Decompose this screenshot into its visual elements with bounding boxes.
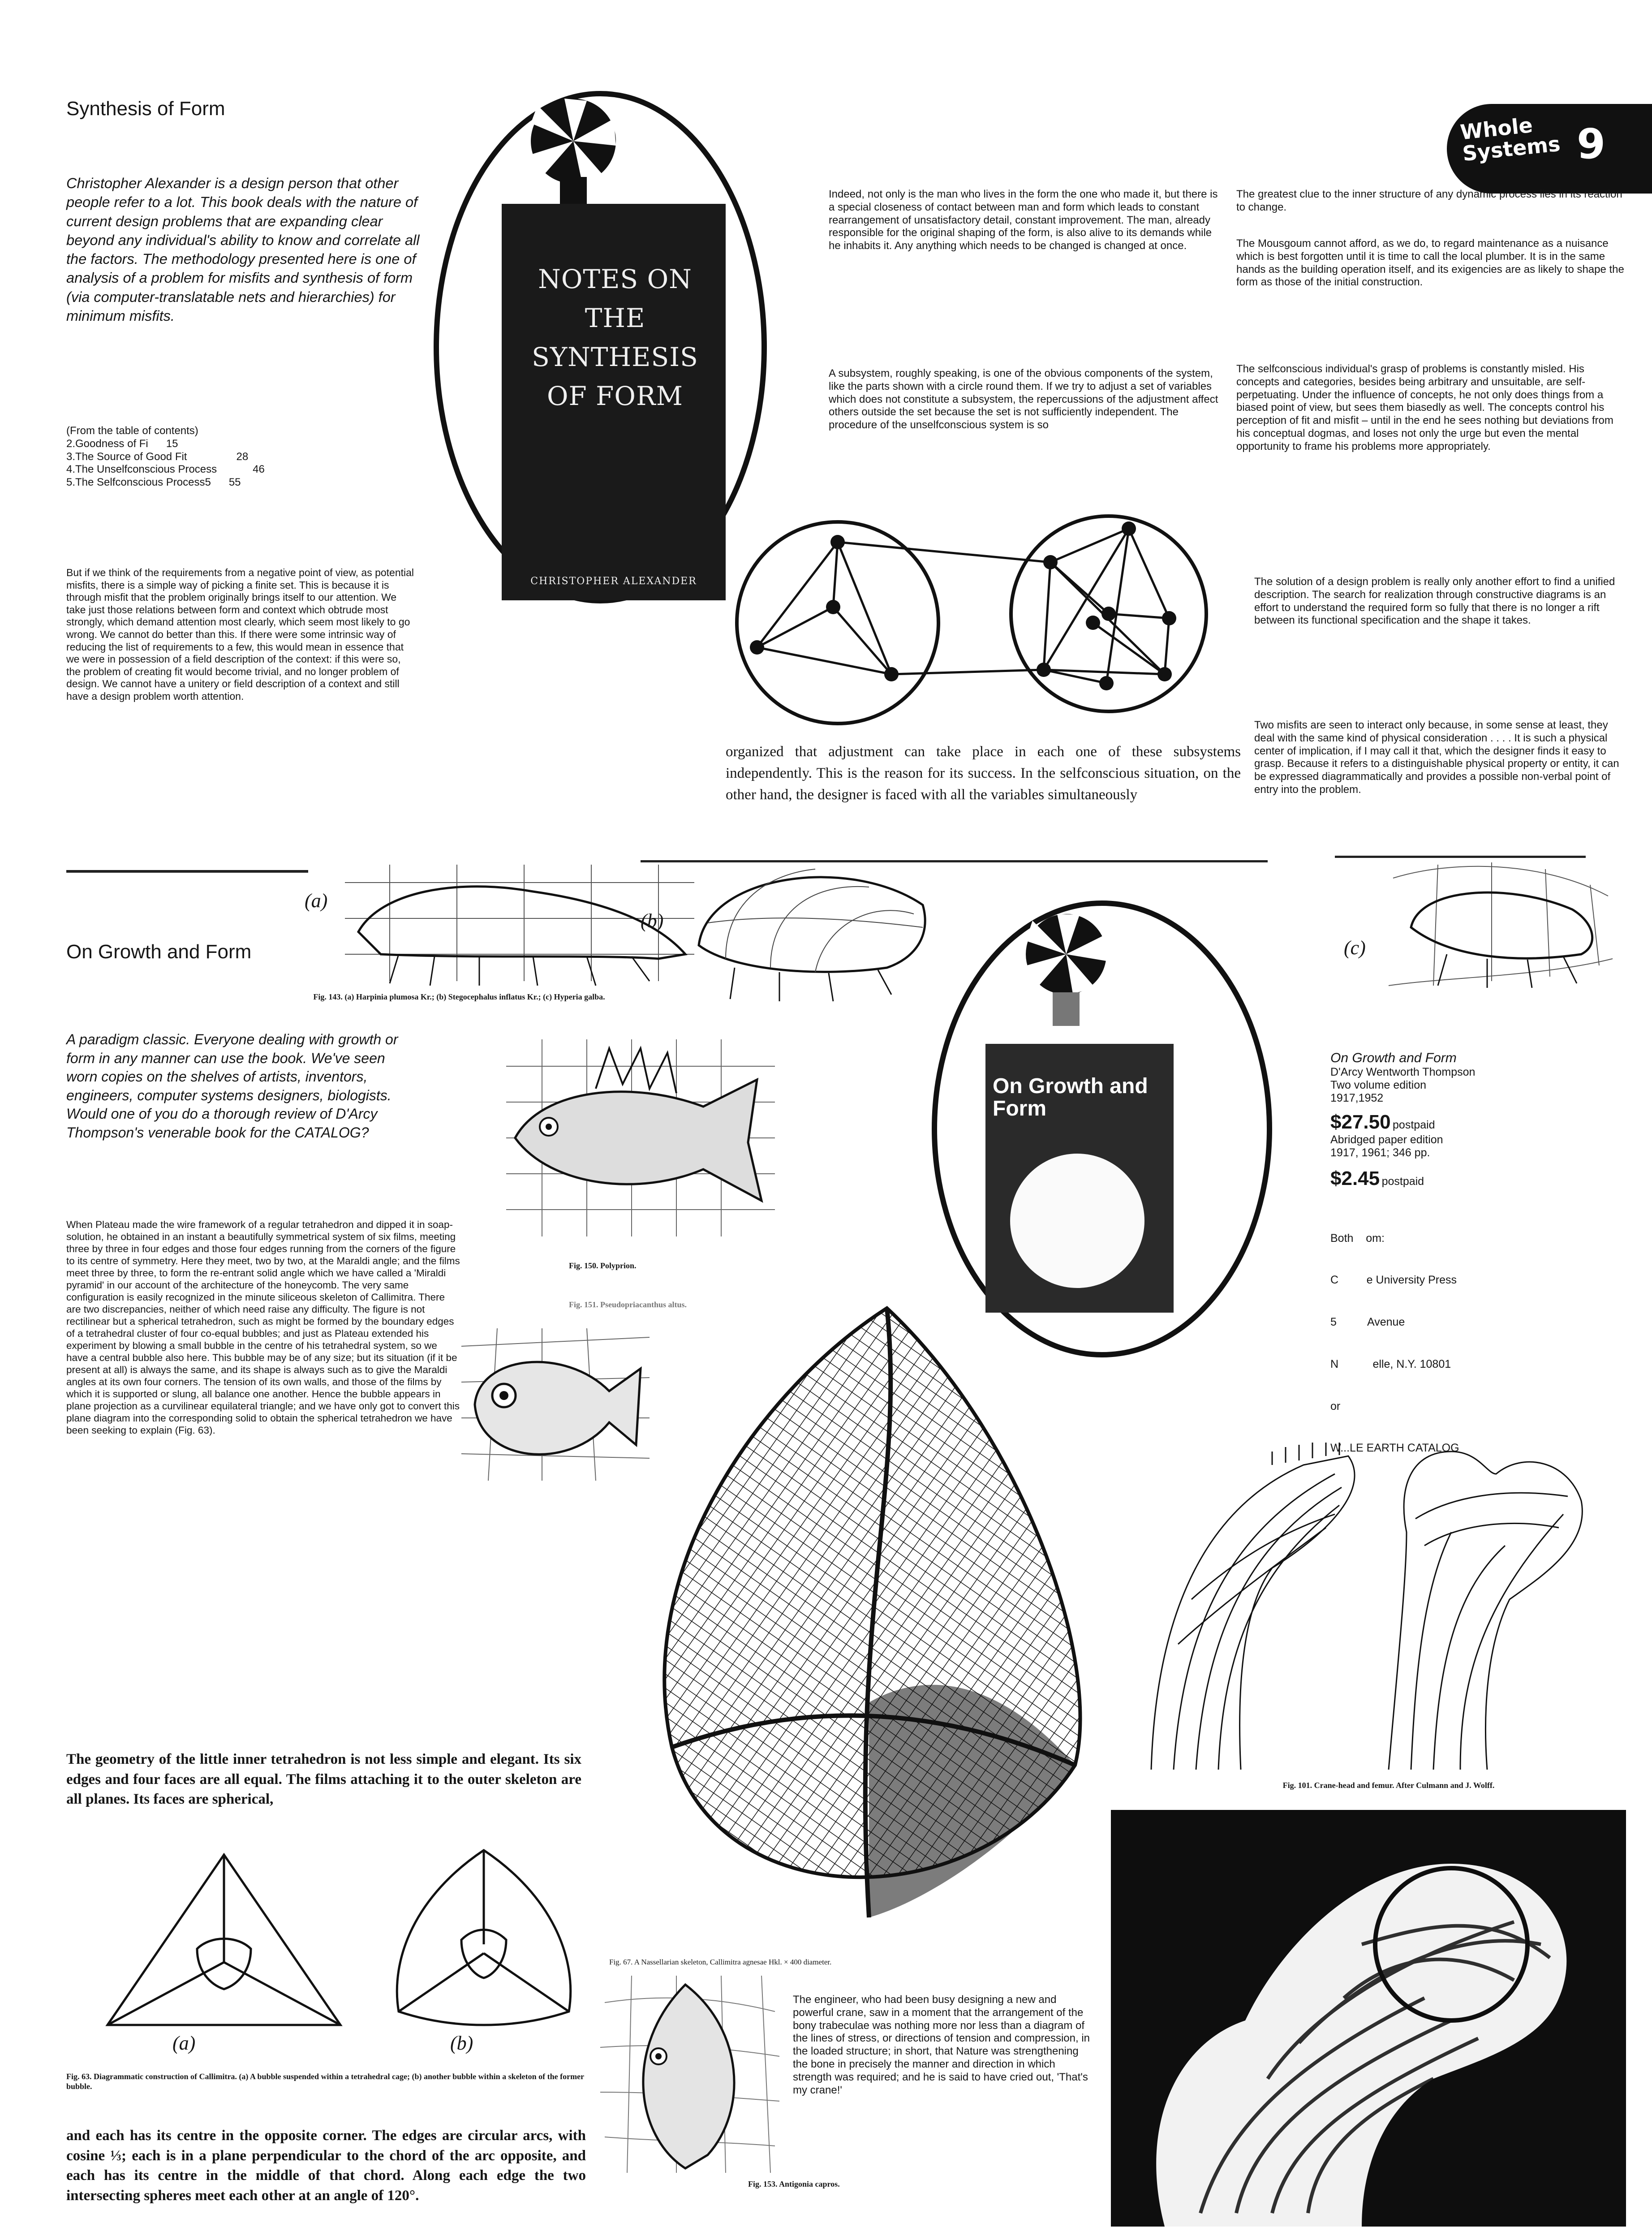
synthesis-col-mid-2: A subsystem, roughly speaking, is one of the obvious components of the system, like the parts shown with a circle round them. If we try to adjust a set of variables which does not constitute a subsystem, the repercussions of the adjustment affect others outside the set because the set is not sufficiently independent. The procedure of the unselfconscious system is so	[829, 367, 1218, 431]
book-cover-circle	[1010, 1154, 1144, 1288]
order-from: Both om:	[1330, 1232, 1385, 1245]
toc-item: 5.The Selfconscious Process5 55	[66, 476, 241, 489]
synthesis-heading: Synthesis of Form	[66, 98, 225, 120]
synthesis-body-left: But if we think of the requirements from a negative point of view, as potential misfits, there is a simple way of picking a finite set. This is because it is through misfit that the problem originally brings itself to our attention. We take just those relations between form and context which obtrude most strongly, which demand attention most clearly, which seem most likely to go wrong. We cannot do better than this. If there were some intrinsic way of reducing the list of requirements to a few, this would mean in essence that we were in possession of a field description of the context: if this were so, the problem of creating fit would become trivial, and no longer problem of design. We cannot have a unitery or field description of a context and still have a design problem worth attention.	[66, 567, 414, 702]
synthesis-col-right-3: The selfconscious individual's grasp of problems is constantly misled. His concepts and categories, besides being arbitrary and unsuitable, are self-perpetuating. Under the influence of concepts, he not only does things from a biased point of view, but sees them biasedly as well. The concepts control his perception of fit and misfit – until in the end he sees nothing but deviations from his conceptual dogmas, and loses not only the urge but even the mental opportunity to frame his problems more appropriately.	[1236, 363, 1613, 452]
synthesis-col-mid-1: Indeed, not only is the man who lives in the form the one who made it, but there is a special closeness of contact between man and form which leads to constant rearrangement of unsatisfactory detail, constant improvement. The man, already responsible for the original shaping of the form, is also alive to its demands while he inhabits it. Any anything which needs to be changed is changed at once.	[829, 188, 1218, 252]
price-secondary-label: postpaid	[1381, 1175, 1424, 1188]
synthesis-book-cover	[502, 204, 726, 600]
fig101-caption: Fig. 101. Crane-head and femur. After Culmann and J. Wolff.	[1282, 1781, 1495, 1790]
callimitra-diagram-a	[90, 1846, 358, 2034]
fig63-label-b: (b)	[450, 2032, 473, 2054]
book-author: CHRISTOPHER ALEXANDER	[530, 576, 697, 587]
amphipod-c-drawing	[1384, 860, 1617, 995]
fig143-label-a: (a)	[305, 890, 328, 912]
pinwheel-icon	[524, 96, 623, 204]
synthesis-intro: Christopher Alexander is a design person that other people refer to a lot. This book deals with the nature of current design problems that are expanding clear beyond any individual's ability to know and correlate all the factors. The methodology presented here is one of analysis of a problem for misfits and synthesis of form (via computer-translatable nets and hierarchies) for minimum misfits.	[66, 175, 420, 324]
amphipod-b-drawing	[681, 856, 941, 1004]
section-divider	[1335, 856, 1586, 858]
fig67-caption: Fig. 67. A Nassellarian skeleton, Callimitra agnesae Hkl. × 400 diameter.	[609, 1958, 832, 1966]
callimitra-diagram-b	[381, 1841, 587, 2034]
price-primary-label: postpaid	[1393, 1119, 1435, 1131]
growth-serif-2: and each has its centre in the opposite corner. The edges are circular arcs, with cosine ⅓; each is in a plane perpendicular to the chord of the arc opposite, and each has its centre in the middle of that chord. Along each edge the two intersecting spheres meet each other at an angle of 120°.	[66, 2128, 586, 2204]
toc-heading: (From the table of contents)	[66, 425, 198, 437]
subsystem-diagram	[735, 513, 1241, 732]
book-title: NOTES ON THE SYNTHESIS OF FORM	[532, 264, 698, 411]
order-years: 1917,1952	[1330, 1092, 1384, 1104]
section-badge-title: Whole Systems	[1459, 112, 1562, 166]
order-city: N elle, N.Y. 10801	[1330, 1357, 1451, 1370]
order-or: or	[1330, 1400, 1341, 1413]
order-catalog: W...LE EARTH CATALOG	[1330, 1442, 1459, 1455]
fig143-label-c: (c)	[1344, 937, 1366, 959]
toc-block	[66, 425, 380, 489]
growth-body: When Plateau made the wire framework of a regular tetrahedron and dipped it in soap-solution, he obtained in an instant a beautifully symmetrical system of six films, meeting three by three in four edges and those four edges running from the corners of the figure to its centre of symmetry. Here they meet, two by two, at the Maraldi angle; and the films meet three by three, to form the re-entrant solid angle which we have called a 'Miraldi pyramid' in our account of the architecture of the honeycomb. The very same configuration is easily recognized in the minute siliceous skeleton of Callimitra. There are two discrepancies, neither of which need raise any difficulty. The figure is not rectilinear but a spherical tetrahedron, such as might be formed by the boundary edges of a tetrahedral cluster of four co-equal bubbles; and just as Plateau extended his experiment by blowing a small bubble in the centre of his tetrahedral system, so we have a central bubble also here. This bubble may be of any size; but its situation (if it be present at all) is always the same, and its shape is always such as to give the Maraldi angles at its own four corners. The tension of its own walls, and those of the films by which it is supported or slung, all balance one another. Hence the bubble appears in plane projection as a curvilinear equilateral triangle; and we have only got to convert this plane diagram into the corresponding solid to obtain the spherical tetrahedron we have been seeking to explain (Fig. 63).	[66, 1219, 460, 1436]
femur-xray-photo	[1111, 1810, 1626, 2227]
fig150-caption: Fig. 150. Polyprion.	[569, 1261, 637, 1270]
order-edition: Two volume edition	[1330, 1079, 1427, 1091]
synthesis-col-right-5: Two misfits are seen to interact only because, in some sense at least, they deal with the same kind of physical consideration . . . . It is such a physical center of implication, if I may call it that, which the designer finds it easy to grasp. Because it refers to a distinguishable physical property or entity, it can be expressed diagrammatically and provides a possible non-verbal point of entry into the problem.	[1254, 719, 1619, 796]
nassellarian-skeleton-drawing	[618, 1299, 1111, 1953]
fig151-caption: Fig. 151. Pseudopriacanthus altus.	[569, 1300, 687, 1309]
pinwheel-icon	[1021, 909, 1111, 1026]
section-badge	[1447, 104, 1652, 194]
synthesis-col-right-4: The solution of a design problem is really only another effort to find a unified description. The search for realization through constructive diagrams is an effort to understand the required form so fully that there is no longer a rift between its functional specification and the shape it takes.	[1254, 576, 1615, 627]
toc-list	[66, 438, 380, 489]
growth-book-cover	[985, 1044, 1174, 1313]
growth-heading: On Growth and Form	[66, 941, 252, 963]
order-abridged: Abridged paper edition	[1330, 1133, 1443, 1146]
order-title: On Growth and Form	[1330, 1051, 1457, 1065]
synthesis-col-right-1: The greatest clue to the inner structure of any dynamic process lies in its reaction to change.	[1236, 188, 1622, 213]
fig143-label-b: (b)	[641, 910, 664, 932]
crane-head-femur-drawing	[1138, 1398, 1622, 1779]
fig63-caption: Fig. 63. Diagrammatic construction of Callimitra. (a) A bubble suspended within a tetrahedral cage; (b) another bubble within a skeleton of the former bubble.	[66, 2072, 584, 2091]
polyprion-fish-drawing	[506, 1039, 775, 1236]
growth-intro: A paradigm classic. Everyone dealing with growth or form in any manner can use the book. We've seen worn copies on the shelves of artists, inventors, engineers, computer systems designers, biologists. Would one of you do a thorough review of D'Arcy Thompson's venerable book for the CATALOG?	[66, 1031, 398, 1141]
page-number: 9	[1577, 120, 1606, 168]
order-abridged-years: 1917, 1961; 346 pp.	[1330, 1146, 1430, 1159]
price-primary: $27.50	[1330, 1111, 1391, 1133]
book-title: On Growth and Form	[993, 1074, 1148, 1121]
synthesis-serif-quote: organized that adjustment can take place in each one of these subsystems independently. This is the reason for its success. In the selfconscious situation, on the other hand, the designer is faced with all the variables simultaneously	[726, 744, 1241, 803]
section-divider	[66, 870, 308, 873]
synthesis-col-right-2: The Mousgoum cannot afford, as we do, to regard maintenance as a nuisance which is best forgotten until it is time to call the local plumber. It is in the same hands as the building operation itself, and its exigencies are as likely to shape the form as those of the initial construction.	[1236, 237, 1624, 289]
engineer-quote: The engineer, who had been busy designing a new and powerful crane, saw in a moment that the arrangement of the bony trabeculae was nothing more nor less than a diagram of the lines of stress, or directions of tension and compression, in the loaded structure; in short, that Nature was strengthening the bone in precisely the manner and direction in which strength was required; and he is said to have cried out, 'That's my crane!'	[793, 1994, 1090, 2096]
growth-serif-1: The geometry of the little inner tetrahedron is not less simple and elegant. Its six edges and four faces are all equal. The films attaching it to the outer skeleton are all planes. Its faces are spherical,	[66, 1751, 581, 1808]
toc-item: 3.The Source of Good Fit 28	[66, 450, 249, 463]
order-author: D'Arcy Wentworth Thompson	[1330, 1066, 1476, 1078]
fig63-label-a: (a)	[172, 2032, 196, 2054]
toc-item: 2.Goodness of Fi 15	[66, 437, 178, 450]
fig143-caption: Fig. 143. (a) Harpinia plumosa Kr.; (b) Stegocephalus inflatus Kr.; (c) Hyperia galba.	[313, 992, 605, 1001]
toc-item: 4.The Unselfconscious Process 46	[66, 463, 265, 476]
order-address: 5 Avenue	[1330, 1316, 1405, 1328]
price-secondary: $2.45	[1330, 1167, 1380, 1189]
fig153-caption: Fig. 153. Antigonia capros.	[748, 2180, 840, 2188]
antigonia-fish-drawing	[596, 1976, 784, 2173]
order-publisher: C e University Press	[1330, 1274, 1457, 1287]
